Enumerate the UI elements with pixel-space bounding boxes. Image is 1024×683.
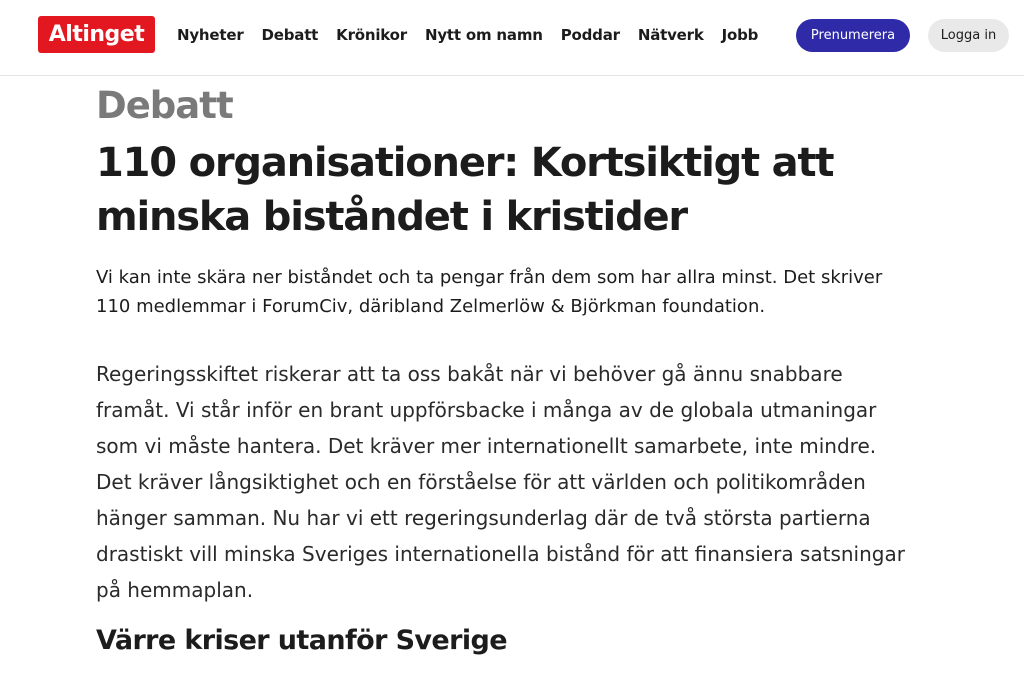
nav-item-poddar[interactable]: Poddar [560,26,620,44]
nav-item-nyheter[interactable]: Nyheter [177,26,244,44]
altinget-logo[interactable]: Altinget [38,16,155,53]
subscribe-button[interactable]: Prenumerera [796,19,910,52]
article-body-paragraph: Regeringsskiftet riskerar att ta oss bakåt när vi behöver gå ännu snabbare framåt. Vi står inför en brant uppförsbacke i många av de globala utmaningar som vi måste hantera. Det kräver mer internationellt samarbete, inte mindre. Det kräver långsiktighet och en förståelse för att världen och politikområden hänger samman. Nu har vi ett regeringsunderlag där de två största partierna drastiskt vill minska Sveriges internationella bistånd för att finansiera satsningar på hemmaplan. [96,362,905,602]
nav-item-natverk[interactable]: Nätverk [637,26,704,44]
nav-item-kronikor[interactable]: Krönikor [336,26,407,44]
section-label[interactable]: Debatt [96,84,233,127]
article-subheading: Värre kriser utanför Sverige [96,625,507,656]
main-nav [177,25,776,45]
nav-item-jobb[interactable]: Jobb [721,26,759,44]
login-button[interactable]: Logga in [928,19,1009,52]
nav-item-debatt[interactable]: Debatt [261,26,319,44]
top-navigation-bar [0,0,1024,76]
article-lead: Vi kan inte skära ner biståndet och ta pengar från dem som har allra minst. Det skriver 110 medlemmar i ForumCiv, däribland Zelmerlöw & Björkman foundation. [96,267,883,317]
nav-item-nytt-om-namn[interactable]: Nytt om namn [424,26,543,44]
article-title: 110 organisationer: Kortsiktigt att minska biståndet i kristider [96,140,834,240]
